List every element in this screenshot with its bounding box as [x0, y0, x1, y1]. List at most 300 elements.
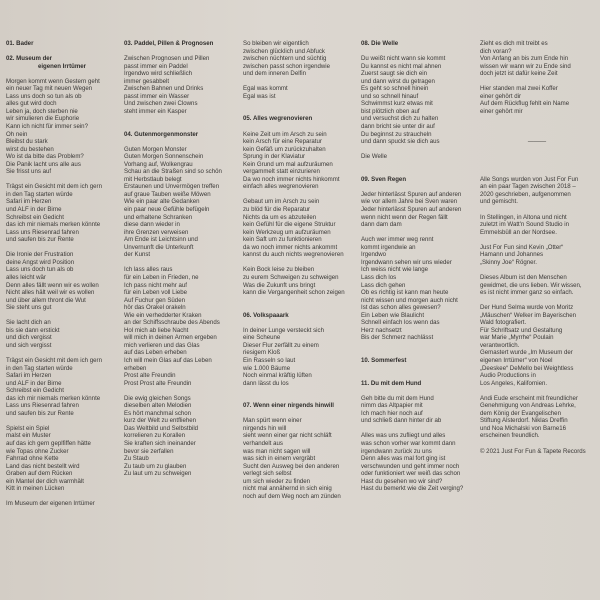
lyric-line: „Skinny Joe“ Rögner. [480, 258, 537, 266]
lyric-line: Ich pass nicht mehr auf [124, 281, 187, 289]
lyric-line: dieselben alten Melodien [124, 402, 192, 410]
lyric-line: nicht wissen und morgen auch nicht [361, 296, 458, 304]
line-spacer [361, 349, 473, 357]
lyric-line: Die Ironie der Frustration [6, 251, 74, 259]
lyric-line: Da wo noch immer nichts hinkommt [243, 175, 340, 183]
lyric-line: passt immer ein Paddel [124, 62, 188, 70]
lyric-line: irgendwann zurück zu uns [361, 447, 432, 455]
line-spacer [243, 387, 355, 395]
lyric-line: Sie kraften sich ineinander [124, 439, 196, 447]
line-spacer [6, 70, 118, 78]
lyric-line: erscheinen freundlich. [480, 432, 540, 440]
lyric-line: erheben [124, 364, 147, 372]
lyrics-column-4 [361, 40, 473, 493]
line-spacer [124, 115, 236, 123]
line-spacer [480, 115, 594, 123]
lyric-line: Von Anfang an bis zum Ende hin [480, 55, 569, 63]
lyric-line: hör das Orakel orakeln [124, 304, 186, 312]
lyric-line: Schreibst ein Gedicht [6, 213, 64, 221]
lyric-line: Alle Songs wurden von Just For Fun [480, 175, 579, 183]
lyric-line: wie vor allem Jahre bei Sven waren [361, 198, 458, 206]
lyric-line: wir simulieren die Euphorie [6, 115, 80, 123]
track-title: 05. Alles wegrenovieren [243, 115, 313, 123]
lyrics-column-1 [6, 40, 118, 508]
lyric-line: „Deeskee“ DeMello bei Weightless [480, 364, 574, 372]
lyric-line: was sich in einem vergräbt [243, 455, 316, 463]
line-spacer [361, 183, 473, 191]
lyric-line: dann bricht sie unter dir auf [361, 123, 435, 131]
lyric-line: Wald fotografiert. [480, 319, 527, 327]
lyric-line: Fahrrad ohne Kette [6, 455, 59, 463]
lyric-line: Lass uns doch so tun als ob [6, 92, 82, 100]
lyric-line: was schon vorher war kommt dann [361, 439, 456, 447]
lyric-line: Zwischen Prognosen und Pillen [124, 55, 210, 63]
lyric-line: zwischen nüchtern und süchtig [243, 55, 327, 63]
lyric-line: Schreibst ein Gedicht [6, 387, 64, 395]
lyric-line: auf graue Tauben weiße Möwen [124, 190, 211, 198]
lyric-line: immer gesabbelt [124, 77, 170, 85]
lyric-line: kann die Vergangenheit schon zeigen [243, 289, 345, 297]
lyric-line: Nichts da um es abzuteilen [243, 213, 317, 221]
line-spacer [480, 146, 594, 154]
lyric-line: So bleiben wir eigentlich [243, 40, 309, 47]
lyric-line: Genehmigung von Andreas Lehrke, [480, 402, 576, 410]
lyrics-column-3 [243, 40, 355, 500]
lyric-line: ——— [527, 138, 547, 146]
line-spacer [6, 493, 118, 501]
lyric-line: Was die Zukunft uns bringt [243, 281, 316, 289]
lyric-line: dich voran? [480, 47, 512, 55]
lyric-line: verschwunden und geht immer noch [361, 462, 460, 470]
lyric-line: Kitt in meinen Lücken [6, 485, 65, 493]
lyric-line: zwischen passt schon irgendwie [243, 62, 331, 70]
lyric-line: Hier standen mal zwei Koffer [480, 85, 558, 93]
credits-column [480, 40, 594, 455]
lyric-line: Bis der Schmerz nachlässt [361, 334, 434, 342]
lyric-line: Zuerst saugt sie dich ein [361, 70, 428, 78]
lyric-line: Sie steht uns gut [6, 304, 52, 312]
lyric-line: Kein Grund um mal aufzuräumen [243, 160, 333, 168]
lyric-line: an der Schiffsschraube des Abends [124, 319, 220, 327]
lyric-line: Auch wer immer weg rennt [361, 236, 434, 244]
lyric-line: Guten Morgen Monster [124, 145, 187, 153]
lyric-line: Trägst ein Gesicht mit dem ich gern [6, 183, 102, 191]
lyric-line: für ein Leben in Frieden, ne [124, 273, 199, 281]
lyric-line: Dieser Flur zerfällt zu einem [243, 341, 319, 349]
lyric-line: zuletzt im Watt'n Sound Studio in [480, 221, 570, 229]
lyric-line: Schwimmst kurz etwas mit [361, 100, 433, 108]
lyric-line: in den Tag starten würde [6, 190, 73, 198]
lyric-line: Die Welle [361, 153, 387, 161]
line-spacer [361, 342, 473, 350]
lyric-line: verlegt sich selbst [243, 470, 292, 478]
lyric-line: Ob es richtig ist kann man heute [361, 289, 449, 297]
line-spacer [243, 395, 355, 403]
lyric-line: Ist das schon alles gewesen? [361, 304, 441, 312]
lyric-line: Herz nachsetzt [361, 326, 402, 334]
lyric-line: Lass uns doch tun als ob [6, 266, 74, 274]
lyric-line: Spielst ein Spiel [6, 424, 50, 432]
lyric-line: Lass uns Riesenrad fahren [6, 228, 79, 236]
lyric-line: diese dann wieder in [124, 221, 180, 229]
lyric-line: oder funktioniert wer weiß das schon [361, 470, 461, 478]
line-spacer [243, 304, 355, 312]
lyric-line: und sich vergisst [6, 341, 52, 349]
lyric-line: Ich mach hier noch auf [361, 409, 423, 417]
lyric-line: Auf Fuchur gen Süden [124, 296, 185, 304]
lyric-line: Lass dich gehen [361, 281, 406, 289]
lyric-line: Ich will mein Glas auf das Leben [124, 356, 212, 364]
track-title: 03. Paddel, Pillen & Prognosen [124, 40, 214, 47]
line-spacer [480, 206, 594, 214]
lyric-line: Schnell einfach los wenn das [361, 319, 440, 327]
line-spacer [361, 48, 473, 56]
lyric-line: Stiftung Alsterdorf. Niklas Dreffin [480, 417, 568, 425]
lyric-line: Auf dem Rückflug fehlt ein Name [480, 100, 570, 108]
lyric-line: zu eurem Schweigen zu schweigen [243, 273, 339, 281]
lyric-line: und ALF in der Birne [6, 206, 62, 214]
lyric-line: einer gehört mir [480, 107, 523, 115]
lyric-line: malst ein Muster [6, 432, 51, 440]
lyric-line: doch jetzt ist dafür keine Zeit [480, 70, 558, 78]
lyric-line: Graben auf dem Rücken [6, 470, 73, 478]
line-spacer [361, 229, 473, 237]
lyric-line: Irgendwo [361, 251, 387, 259]
lyric-line: Alles was uns zufliegt und alles [361, 432, 446, 440]
lyric-line: Für Schriftsatz und Gestaltung [480, 326, 563, 334]
lyric-line: um sich wieder zu finden [243, 477, 311, 485]
track-title: eigenen Irrtümer [37, 62, 87, 70]
lyric-line: Keine Zeit um im Arsch zu sein [243, 130, 327, 138]
line-spacer [6, 176, 118, 184]
lyric-line: Hast du gesehen wo wir sind? [361, 477, 443, 485]
lyric-line: Andi Eude erscheint mit freundlicher [480, 394, 578, 402]
lyric-line: wirst du bestehen [6, 145, 54, 153]
line-spacer [480, 387, 594, 395]
line-spacer [480, 168, 594, 176]
lyric-line: Die ewig gleichen Songs [124, 394, 191, 402]
track-title: 07. Wenn einer nirgends hinwill [243, 402, 334, 410]
track-title: 09. Sven Regen [361, 175, 407, 183]
lyric-line: Jeder hinterlässt Spuren auf anderen [361, 190, 462, 198]
lyric-line: Safari im Herzen [6, 372, 52, 380]
track-title: 08. Die Welle [361, 40, 399, 47]
lyric-line: auf das ich gern geplfiffen hätte [6, 439, 91, 447]
line-spacer [6, 417, 118, 425]
line-spacer [361, 387, 473, 395]
lyric-line: Du weißt nicht wann sie kommt [361, 55, 446, 63]
lyric-line: wenn nicht wenn der Regen fällt [361, 213, 448, 221]
lyric-line: korrelieren zu Korallen [124, 432, 185, 440]
lyric-line: einer gehört dir [480, 92, 521, 100]
line-spacer [124, 138, 236, 146]
line-spacer [480, 236, 594, 244]
lyric-line: Lass dich los [361, 273, 397, 281]
line-spacer [6, 312, 118, 320]
lyric-line: und erhaltene Schranken [124, 213, 193, 221]
lyric-line: Die Panik lacht uns alle aus [6, 160, 81, 168]
line-spacer [243, 123, 355, 131]
lyric-line: Trägst ein Gesicht mit dem ich gern [6, 356, 102, 364]
line-spacer [124, 387, 236, 395]
lyric-line: Ein Rasseln so laut [243, 356, 296, 364]
lyric-line: Das Weltbild und Selbstbild [124, 424, 199, 432]
lyric-line: sieht wenn einer gar nicht schläft [243, 432, 332, 440]
lyric-line: kurz der Welt zu entfliehen [124, 417, 197, 425]
lyric-line: und versuchst dich zu halten [361, 115, 439, 123]
lyric-line: alles leicht wär [6, 273, 46, 281]
lyric-line: Zu laut um zu schweigen [124, 470, 192, 478]
lyric-line: zwischen glücklich und Abfuck [243, 47, 325, 55]
lyric-line: nicht mal annähernd in sich einig [243, 485, 332, 493]
lyric-line: riesigem Kloß [243, 349, 281, 357]
lyric-line: der Kunst [124, 251, 151, 259]
line-spacer [243, 100, 355, 108]
lyric-line: wissen wir wann wir zu Ende sind [480, 62, 571, 70]
line-spacer [243, 191, 355, 199]
lyric-line: ein Mantel der dich warmhält [6, 477, 84, 485]
lyric-line: Los Angeles, Kalifornien. [480, 379, 548, 387]
lyric-line: und über allem thront die Wut [6, 296, 86, 304]
line-spacer [124, 123, 236, 131]
lyric-line: an ein paar Tagen zwischen 2018 – [480, 183, 576, 191]
track-title: 11. Du mit dem Hund [361, 379, 422, 387]
lyric-line: wie 1.000 Bäume [243, 364, 291, 372]
lyric-line: Im Museum der eigenen Irrtümer [6, 500, 95, 508]
lyric-line: Ein Leben wie Blaulicht [361, 311, 425, 319]
line-spacer [361, 425, 473, 433]
line-spacer [6, 244, 118, 252]
lyric-line: Sie lacht dich an [6, 319, 51, 327]
track-title: 06. Volkspaaark [243, 311, 289, 319]
lyric-line: passt immer ein Wasser [124, 92, 190, 100]
line-spacer [480, 440, 594, 448]
lyric-line: 2020 geschrieben, aufgenommen [480, 190, 571, 198]
lyric-line: ein neuer Tag mit neuen Wegen [6, 85, 93, 93]
lyric-line: nimm das Altpapier mit [361, 402, 423, 410]
lyric-line: © 2021 Just For Fun & Tapete Records [480, 447, 586, 455]
lyric-line: und Noa Michalski von Barne16 [480, 424, 567, 432]
line-spacer [361, 146, 473, 154]
lyric-line: in den Tag starten würde [6, 364, 73, 372]
lyric-line: und dann wirst du getragen [361, 77, 435, 85]
lyric-line: Morgen kommt wenn Gestern geht [6, 77, 100, 85]
lyric-line: eine Scheune [243, 334, 281, 342]
lyric-line: für ein Leben voll Liebe [124, 289, 188, 297]
lyric-line: verhandelt aus [243, 439, 283, 447]
lyric-line: Es geht so schnell hinein [361, 85, 429, 93]
lyric-line: kein Werkzeug um aufzuräumen [243, 228, 331, 236]
lyric-line: Zu taub um zu glauben [124, 462, 187, 470]
line-spacer [480, 161, 594, 169]
lyric-line: das ich mir niemals merken könnte [6, 394, 101, 402]
lyric-line: und gemischt. [480, 198, 518, 206]
line-spacer [124, 259, 236, 267]
lyric-line: Zieht es dich mit treibt es [480, 40, 548, 47]
lyric-line: In deiner Lunge versteckt sich [243, 326, 324, 334]
lyric-line: war Marie „Myrrhe“ Poulain [480, 334, 554, 342]
lyric-line: Unvernunft die Unterkunft [124, 243, 194, 251]
lyric-line: Ich lass alles raus [124, 266, 173, 274]
lyric-line: Es hört manchmal schon [124, 409, 192, 417]
lyric-line: Zu Staub [124, 455, 149, 463]
lyrics-column-2 [124, 40, 236, 478]
line-spacer [243, 410, 355, 418]
lyric-line: Emmelsbüll an der Nordsee. [480, 228, 557, 236]
lyric-line: dem König der Evangelischen [480, 409, 561, 417]
lyric-line: Vorhang auf, Wolkengrau [124, 160, 193, 168]
lyric-line: und dich vergisst [6, 334, 52, 342]
lyric-line: mich verlieren und das Glas [124, 341, 200, 349]
line-spacer [480, 123, 594, 131]
lyric-line: Leben ja, doch sterben nie [6, 107, 78, 115]
lyric-line: Sucht den Ausweg bei den anderen [243, 462, 340, 470]
lyric-line: verantwortlich. [480, 341, 520, 349]
lyric-line: Kein Bock leise zu bleiben [243, 266, 315, 274]
lyric-line: und saufen bis zur Rente [6, 236, 74, 244]
lyric-line: dann dam dam [361, 221, 402, 229]
lyric-line: Denn alles fällt wenn wir es wollen [6, 281, 99, 289]
lyric-line: eigenen Irrtümer“ von Noel [480, 356, 553, 364]
lyric-line: Hamann und Johannes [480, 251, 544, 259]
line-spacer [6, 48, 118, 56]
lyric-line: „Mäuschen“ Welker im Bayerischen [480, 311, 577, 319]
lyric-line: Just For Fun sind Kevin „Otter“ [480, 243, 564, 251]
line-spacer [361, 168, 473, 176]
lyric-line: Denn alles was mal fort ging ist [361, 455, 446, 463]
lyric-line: kein Saft um zu funktionieren [243, 236, 322, 244]
lyric-line: bevor sie zerfallen [124, 447, 174, 455]
lyric-line: Prost Prost alte Freundin [124, 379, 192, 387]
lyric-line: Du kannst es nicht mal ahnen [361, 62, 442, 70]
lyric-line: und ALF in der Birne [6, 379, 62, 387]
track-title: 04. Gutenmorgenmonster [124, 130, 199, 138]
lyric-line: mit Herbstlaub belegt [124, 175, 182, 183]
lyric-line: Nicht alles hält weil wir es wollen [6, 289, 95, 297]
line-spacer [361, 365, 473, 373]
lyric-line: Bleibst du stark [6, 138, 48, 146]
lyric-line: kommt irgendwie an [361, 243, 416, 251]
lyric-line: Irgendwo wird schließlich [124, 70, 193, 78]
lyric-line: Oh nein [6, 130, 28, 138]
lyric-line: Gebaut um im Arsch zu sein [243, 198, 320, 206]
line-spacer [243, 259, 355, 267]
lyric-line: Zwischen Bahnen und Drinks [124, 85, 204, 93]
lyric-line: Der Hund Selma wurde von Moritz [480, 304, 574, 312]
line-spacer [480, 297, 594, 305]
lyric-line: noch auf dem Weg noch am zünden [243, 492, 341, 500]
lyric-line: wie Topas ohne Zucker [6, 447, 69, 455]
line-spacer [361, 161, 473, 169]
lyric-line: Land das nicht bestellt wird [6, 462, 80, 470]
line-spacer [243, 108, 355, 116]
lyric-line: Sie frisst uns auf [6, 168, 52, 176]
line-spacer [6, 349, 118, 357]
lyric-line: es ist nicht immer ganz so einfach. [480, 289, 574, 297]
lyric-line: ihre Grenzen verweisen [124, 228, 189, 236]
lyric-line: dann lässt du los [243, 379, 289, 387]
lyric-line: Erstaunen und Unvermögen treffen [124, 183, 220, 191]
lyric-line: deine Angst wird Position [6, 258, 75, 266]
lyric-line: Sprung in der Klaviatur [243, 153, 305, 161]
lyric-line: Geh bitte du mit dem Hund [361, 394, 434, 402]
lyric-line: alles gut wird doch [6, 100, 57, 108]
lyric-line: Schau an die Straßen sind so schön [124, 168, 222, 176]
lyric-line: und so schnell hinauf [361, 92, 419, 100]
lyric-line: zu blöd für die Reparatur [243, 206, 311, 214]
lyric-line: kein Gefühl für die eigene Struktur [243, 221, 336, 229]
lyric-line: vergammelt statt einzurieren [243, 168, 320, 176]
lyric-line: da wo noch immer nichts ankommt [243, 243, 338, 251]
lyric-line: Am Ende ist Leichtsinn und [124, 236, 198, 244]
lyric-line: Ich weiss nicht wie lange [361, 266, 429, 274]
lyric-line: bis sie dann erstickt [6, 326, 60, 334]
lyric-line: und schließ dann hinter dir ab [361, 417, 442, 425]
lyric-line: Gemastert wurde „Im Museum der [480, 349, 573, 357]
lyric-line: gewidmet, die uns lieben. Wir wissen, [480, 281, 582, 289]
lyric-line: kein Arsch für eine Reparatur [243, 138, 322, 146]
line-spacer [480, 266, 594, 274]
lyric-line: das ich mir niemals merken könnte [6, 221, 101, 229]
line-spacer [243, 297, 355, 305]
lyric-line: Und zwischen zwei Clowns [124, 100, 198, 108]
lyric-line: Lass uns Riesenrad fahren [6, 402, 79, 410]
lyric-line: einfach alles wegrenovieren [243, 183, 319, 191]
lyric-line: steht immer ein Kasper [124, 107, 187, 115]
lyric-line: Man spürt wenn einer [243, 417, 302, 425]
track-title: 02. Museum der [6, 55, 53, 63]
lyric-line: und dann spuckt sie dich aus [361, 138, 440, 146]
lyric-line: Wo ist da bitte das Problem? [6, 153, 84, 161]
track-title: 10. Sommerfest [361, 356, 407, 364]
line-spacer [480, 131, 594, 139]
lyric-line: ein paar neue Gefühle befügeln [124, 206, 210, 214]
lyric-line: Jeder hinterlässt Spuren auf anderen [361, 206, 462, 214]
lyric-line: Irgendwann sehen wir uns wieder [361, 258, 452, 266]
lyric-line: auf das Leben erheben [124, 349, 187, 357]
lyric-line: Wie ein verhedderter Kraken [124, 311, 202, 319]
lyric-line: kein Gefäß um zurückzuhalten [243, 145, 326, 153]
lyric-line: nirgends hin will [243, 424, 287, 432]
line-spacer [243, 78, 355, 86]
lyric-line: Hast du bemerkt wie die Zeit verging? [361, 485, 464, 493]
lyric-line: Kann ich nicht für immer sein? [6, 123, 88, 131]
lyric-line: Audio Productions in [480, 372, 536, 380]
lyric-line: kannst du auch nichts wegrenovieren [243, 251, 344, 259]
lyric-line: Du beginnst zu straucheln [361, 130, 432, 138]
lyric-line: Dieses Album ist den Menschen [480, 273, 567, 281]
lyric-line: In Stellingen, in Altona und nicht [480, 213, 567, 221]
lyric-line: Guten Morgen Sonnenschein [124, 153, 204, 161]
lyric-line: Safari im Herzen [6, 198, 52, 206]
line-spacer [480, 153, 594, 161]
lyric-line: Wie ein paar alte Gedanken [124, 198, 200, 206]
lyric-line: und dem inneren Delfin [243, 70, 307, 78]
lyric-line: und saufen bis zur Rente [6, 409, 74, 417]
line-spacer [480, 78, 594, 86]
line-spacer [361, 372, 473, 380]
line-spacer [124, 48, 236, 56]
lyric-line: Egal was ist [243, 92, 276, 100]
lyric-line: Hol mich ab liebe Nacht [124, 326, 189, 334]
lyric-line: Prost alte Freundin [124, 372, 176, 380]
lyric-line: Egal was kommt [243, 85, 288, 93]
lyric-line: will mich in deinen Armen ergeben [124, 334, 217, 342]
lyric-line: bist plötzlich oben auf [361, 107, 420, 115]
lyric-line: was man nicht sagen will [243, 447, 311, 455]
lyric-line: Noch einmal kräftig lüften [243, 372, 312, 380]
line-spacer [243, 319, 355, 327]
